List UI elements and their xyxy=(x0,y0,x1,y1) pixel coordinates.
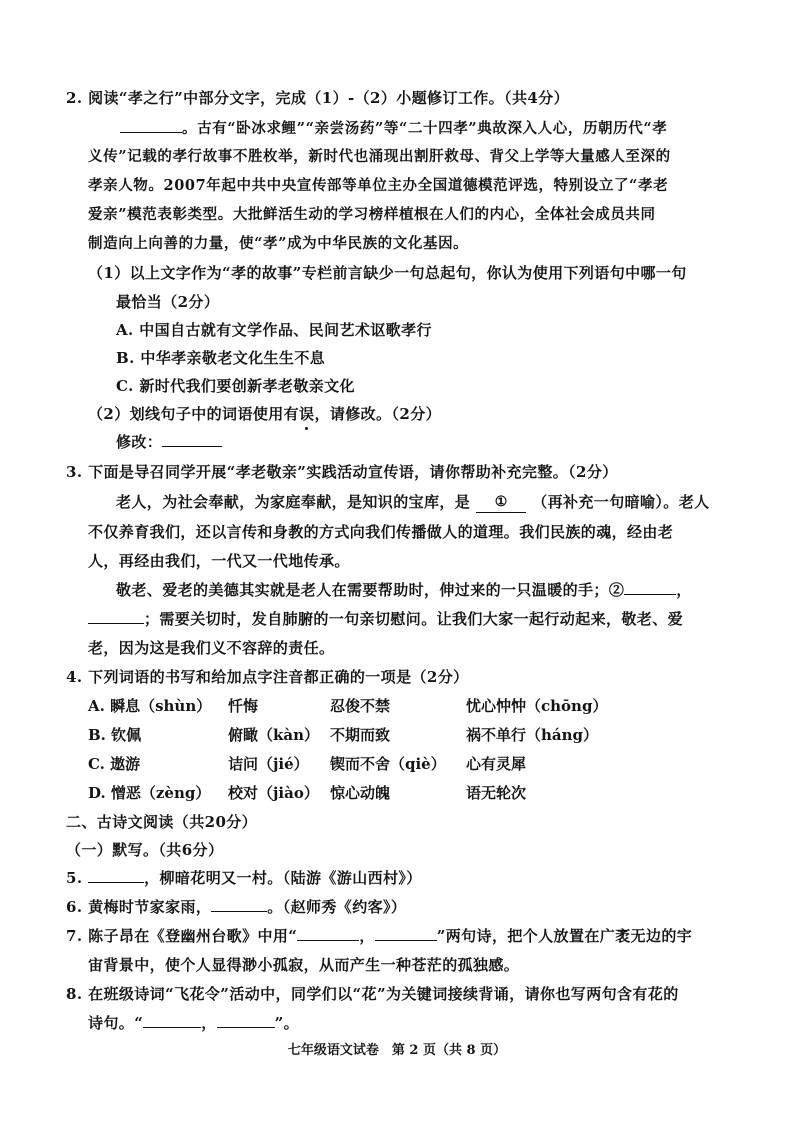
q3-blank-1[interactable]: ① xyxy=(476,492,526,513)
q4-b-3: 不期而致 xyxy=(330,726,391,744)
q2-para-line1 xyxy=(120,118,667,139)
q3-p2-line2 xyxy=(88,609,683,629)
q2-para-line2: 义传”记载的孝行故事不胜枚举，新时代也涌现出割肝救母、背父上学等大量感人至深的 xyxy=(88,148,671,165)
q2-option-a[interactable]: A. 中国自古就有文学作品、民间艺术讴歌孝行 xyxy=(116,321,432,339)
q6-tail: 。（赵师秀《约客》） xyxy=(267,898,407,916)
q2-sub1-line1: （1）以上文字作为“孝的故事”专栏前言缺少一句总起句，你认为使用下列语句中哪一句 xyxy=(88,264,687,282)
q7-tail: ”两句诗，把个人放置在广袤无边的宇 xyxy=(436,927,693,945)
q2-sub1-line2: 最恰当（2分） xyxy=(116,293,220,311)
q4-c-2: 诘问（jié） xyxy=(228,755,309,773)
q4-header: 4. 下列词语的书写和给加点字注音都正确的一项是（2分） xyxy=(66,668,469,686)
q2-para-line3: 孝亲人物。2007年起中共中央宣传部等单位主办全国道德模范评选，特别设立了“孝老 xyxy=(88,177,669,194)
q2-sub2-text-a: （2）划线句子中的词语使用有 xyxy=(88,405,300,423)
q2-para-text-1: 。古有“卧冰求鲤”“亲尝汤药”等“二十四孝”典故深入人心，历朝历代“孝 xyxy=(182,120,668,137)
q2-fix-line xyxy=(116,432,222,452)
q3-blank-2b[interactable] xyxy=(88,609,144,624)
q5-line xyxy=(66,868,422,888)
q6-line xyxy=(66,897,406,917)
q3-p2-text-c: ；需要关切时，发自肺腑的一句亲切慰问。让我们大家一起行动起来，敬老、爱 xyxy=(144,610,684,628)
q4-b-2: 俯瞰（kàn） xyxy=(228,726,320,744)
q6-blank[interactable] xyxy=(211,897,267,912)
q7-mid: ， xyxy=(359,927,375,945)
q3-p1-line3: 人，再经由我们，一代又一代地传承。 xyxy=(88,552,350,570)
q3-p1-text-b: （再补充一句暗喻）。老人 xyxy=(532,493,710,511)
q2-sub2-dotted-char: 误 xyxy=(299,405,315,423)
q3-p2-text-a: 敬老、爱老的美德其实就是老人在需要帮助时，伸过来的一只温暖的手； xyxy=(116,581,609,599)
q3-p1-line2: 不仅养育我们，还以言传和身教的方式向我们传播做人的道理。我们民族的魂，经由老 xyxy=(88,523,674,541)
q4-c-4: 心有灵犀 xyxy=(466,755,527,773)
q4-d-4: 语无轮次 xyxy=(466,784,527,802)
q4-d-3: 惊心动魄 xyxy=(330,784,391,802)
q5-number: 5. xyxy=(66,869,83,887)
q3-header: 3. 下面是导召同学开展“孝老敬亲”实践活动宣传语，请你帮助补充完整。（2分） xyxy=(66,463,618,481)
q8-line2 xyxy=(88,1013,299,1033)
q2-para-line4: 爱亲”模范表彰类型。大批鲜活生动的学习榜样植根在人们的内心，全体社会成员共同 xyxy=(88,206,656,223)
q5-tail: ，柳暗花明又一村。（陆游《游山西村》） xyxy=(144,869,422,887)
q8-line1: 8. 在班级诗词“飞花令”活动中，同学们以“花”为关键词接续背诵，请你也写两句含有花的 xyxy=(66,985,679,1003)
q8-text-b: ”。 xyxy=(274,1014,300,1032)
q3-p2-line1 xyxy=(116,580,692,600)
q7-line1 xyxy=(66,926,692,946)
q4-d-2: 校对（jiào） xyxy=(228,784,319,802)
q3-p1-text-a: 老人，为社会奉献，为家庭奉献，是知识的宝库，是 xyxy=(116,493,471,511)
q4-a-2: 忏悔 xyxy=(228,697,259,715)
q7-blank-2[interactable] xyxy=(375,926,437,941)
q2-sub2-text-b: ，请修改。（2分） xyxy=(314,405,441,423)
q2-para-line5: 制造向上向善的力量，使“孝”成为中华民族的文化基因。 xyxy=(88,235,469,252)
q8-blank-1[interactable] xyxy=(143,1013,201,1028)
q4-b-1[interactable]: B. 钦佩 xyxy=(88,726,142,744)
q5-blank[interactable] xyxy=(88,868,144,883)
section2-sub: （一）默写。（共6分） xyxy=(66,841,224,859)
q2-option-b[interactable]: B. 中华孝亲敬老文化生生不息 xyxy=(116,349,326,367)
q3-p1-line1 xyxy=(116,492,710,514)
q8-text-a: 诗句。“ xyxy=(88,1014,144,1032)
q7-blank-1[interactable] xyxy=(297,926,359,941)
q2-fix-blank[interactable] xyxy=(162,432,222,447)
q8-blank-2[interactable] xyxy=(217,1013,275,1028)
q7-line2: 宙背景中，使个人显得渺小孤寂，从而产生一种苍茫的孤独感。 xyxy=(88,956,520,974)
q4-c-3: 锲而不舍（qiè） xyxy=(330,755,446,773)
q3-p2-text-b: ， xyxy=(676,581,692,599)
q7-text: 7. 陈子昂在《登幽州台歌》中用“ xyxy=(66,927,298,945)
page-footer: 七年级语文试卷 第 2 页（共 8 页） xyxy=(287,1043,507,1058)
q4-a-4: 忧心忡忡（chōng） xyxy=(466,697,608,715)
q2-header: 2. 阅读“孝之行”中部分文字，完成（1）-（2）小题修订工作。（共4分） xyxy=(66,89,569,107)
q4-b-4: 祸不单行（háng） xyxy=(466,726,599,744)
q3-marker-2: ② xyxy=(608,581,625,599)
q4-c-1[interactable]: C. 遨游 xyxy=(88,755,141,773)
q3-p2-line3: 老，因为这是我们义不容辞的责任。 xyxy=(88,639,335,657)
section2-header: 二、古诗文阅读（共20分） xyxy=(66,813,258,831)
q3-blank-2a[interactable] xyxy=(624,580,676,595)
q2-fix-label: 修改： xyxy=(116,433,163,451)
q2-sub2 xyxy=(88,404,441,424)
q4-d-1[interactable]: D. 憎恶（zèng） xyxy=(88,784,211,802)
q2-option-c[interactable]: C. 新时代我们要创新孝老敬亲文化 xyxy=(116,377,355,395)
q6-text: 6. 黄梅时节家家雨， xyxy=(66,898,212,916)
q4-a-3: 忍俊不禁 xyxy=(330,697,391,715)
q2-answer-blank[interactable] xyxy=(120,118,182,133)
q8-mid: ， xyxy=(201,1014,217,1032)
q4-a-1[interactable]: A. 瞬息（shùn） xyxy=(88,697,212,715)
